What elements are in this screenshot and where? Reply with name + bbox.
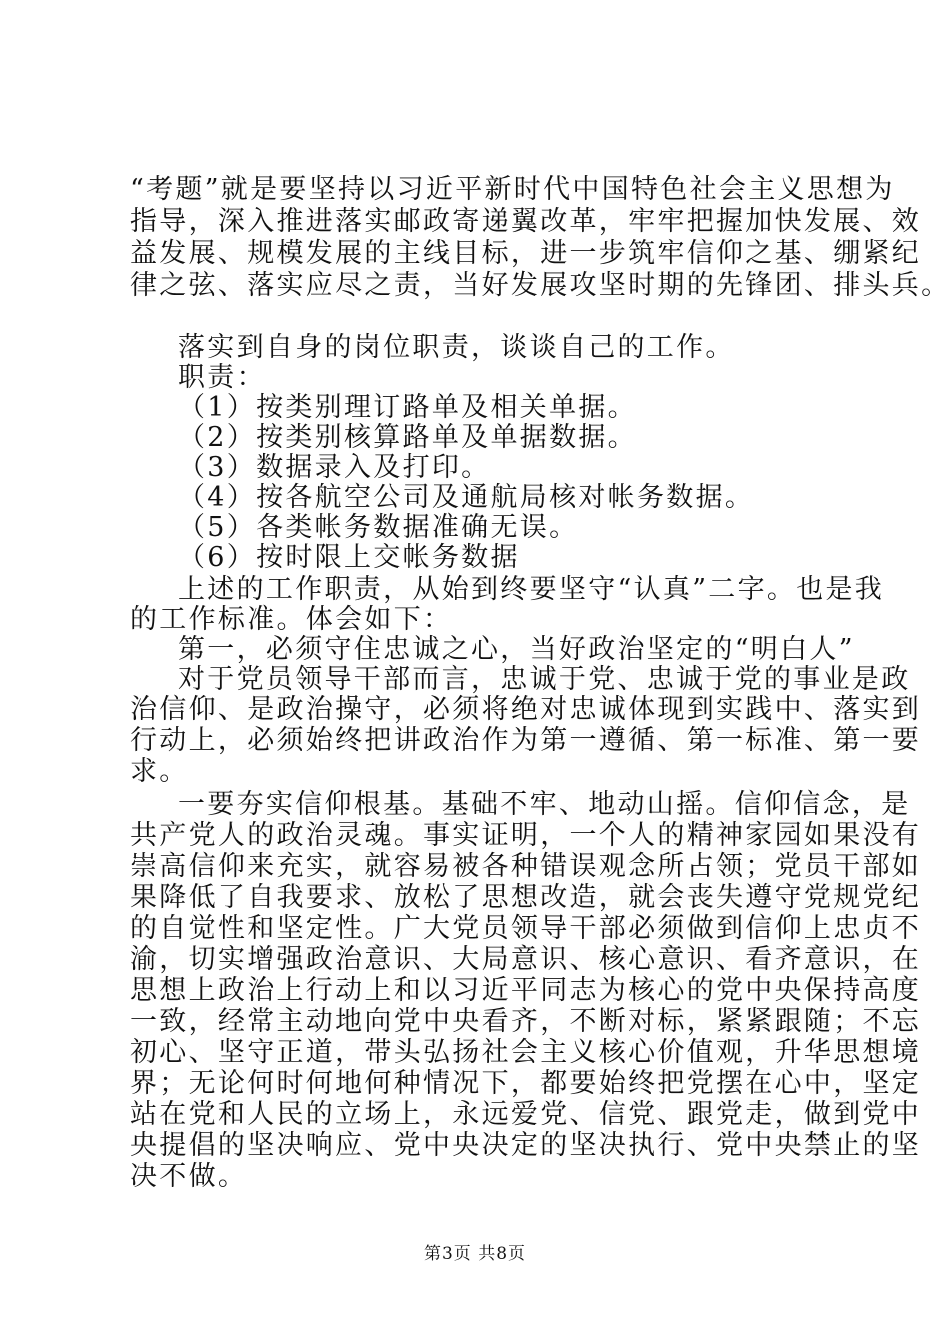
text-line: 的工作标准。体会如下： — [130, 604, 453, 635]
text-line: 落实到自身的岗位职责，谈谈自己的工作。 — [178, 332, 735, 363]
text-line: 共产党人的政治灵魂。事实证明，一个人的精神家园如果没有 — [130, 820, 922, 851]
text-line: 上述的工作职责，从始到终要坚守“认真”二字。也是我 — [178, 574, 885, 605]
text-line: 求。 — [130, 756, 189, 787]
text-line: 思想上政治上行动上和以习近平同志为核心的党中央保持高度 — [130, 975, 922, 1006]
text-line: 果降低了自我要求、放松了思想改造，就会丧失遵守党规党纪 — [130, 882, 922, 913]
list-item: （3）数据录入及打印。 — [178, 452, 491, 483]
list-item: （1）按类别理订路单及相关单据。 — [178, 392, 637, 423]
text-line: 决不做。 — [130, 1161, 248, 1192]
page-footer: 第3页 共8页 — [423, 1244, 527, 1264]
text-line: 益发展、规模发展的主线目标，进一步筑牢信仰之基、绷紧纪 — [130, 238, 922, 269]
text-line: 指导，深入推进落实邮政寄递翼改革，牢牢把握加快发展、效 — [130, 206, 922, 237]
text-line: 行动上，必须始终把讲政治作为第一遵循、第一标准、第一要 — [130, 725, 922, 756]
section-heading: 第一，必须守住忠诚之心，当好政治坚定的“明白人” — [178, 634, 855, 665]
text-line: 治信仰、是政治操守，必须将绝对忠诚体现到实践中、落实到 — [130, 694, 922, 725]
text-line: 职责： — [178, 362, 266, 393]
text-line: 律之弦、落实应尽之责，当好发展攻坚时期的先锋团、排头兵。 — [130, 270, 950, 301]
text-line: 对于党员领导干部而言，忠诚于党、忠诚于党的事业是政 — [178, 664, 911, 695]
list-item: （2）按类别核算路单及单据数据。 — [178, 422, 637, 453]
text-line: 初心、坚守正道，带头弘扬社会主义核心价值观，升华思想境 — [130, 1037, 922, 1068]
list-item: （6）按时限上交帐务数据 — [178, 542, 520, 573]
text-line: 崇高信仰来充实，就容易被各种错误观念所占领；党员干部如 — [130, 851, 922, 882]
text-line: 一致，经常主动地向党中央看齐，不断对标，紧紧跟随；不忘 — [130, 1006, 922, 1037]
text-line: 渝，切实增强政治意识、大局意识、核心意识、看齐意识，在 — [130, 944, 922, 975]
list-item: （5）各类帐务数据准确无误。 — [178, 512, 579, 543]
text-line: 央提倡的坚决响应、党中央决定的坚决执行、党中央禁止的坚 — [130, 1130, 922, 1161]
text-line: 一要夯实信仰根基。基础不牢、地动山摇。信仰信念，是 — [178, 789, 911, 820]
text-line: “考题”就是要坚持以习近平新时代中国特色社会主义思想为 — [130, 174, 895, 205]
text-line: 的自觉性和坚定性。广大党员领导干部必须做到信仰上忠贞不 — [130, 913, 922, 944]
text-line: 界；无论何时何地何种情况下，都要始终把党摆在心中，坚定 — [130, 1068, 922, 1099]
text-line: 站在党和人民的立场上，永远爱党、信党、跟党走，做到党中 — [130, 1099, 922, 1130]
list-item: （4）按各航空公司及通航局核对帐务数据。 — [178, 482, 755, 513]
